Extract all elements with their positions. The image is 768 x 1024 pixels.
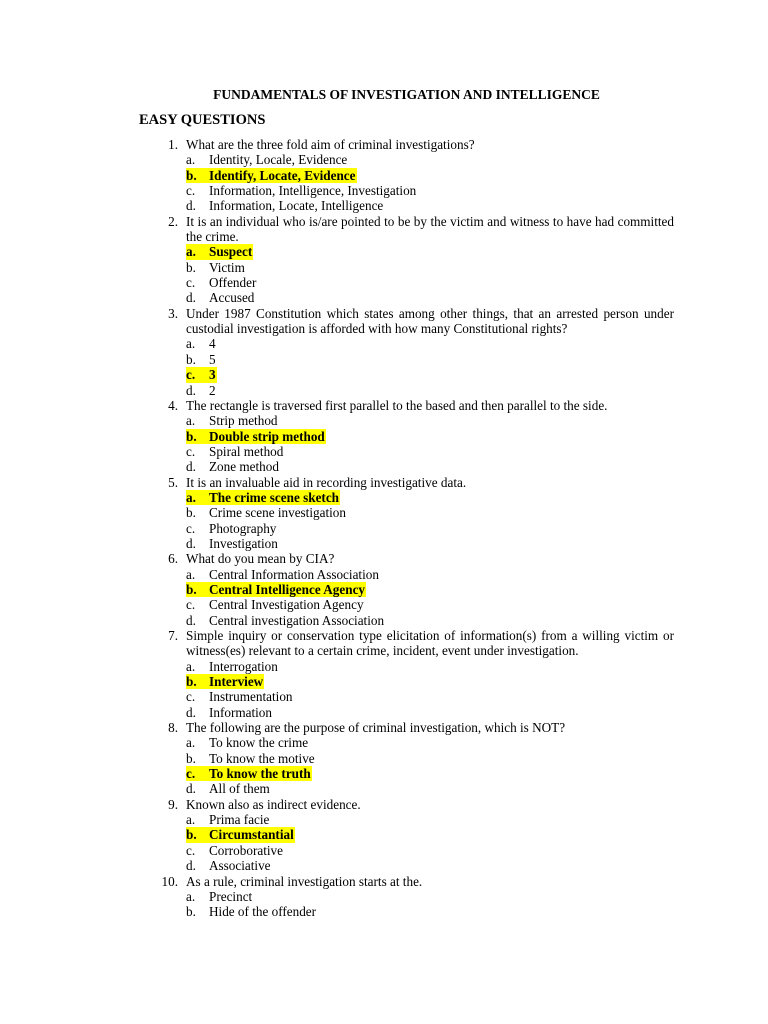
option-letter: a.: [186, 152, 196, 168]
option-letter: a.: [186, 888, 196, 904]
option-item: [186, 689, 674, 704]
answer-highlight: Suspect: [209, 244, 253, 260]
option-text: Instrumentation: [209, 689, 293, 705]
option-letter: a.: [186, 566, 196, 582]
option-letter: a.: [186, 413, 196, 429]
option-item: [186, 567, 674, 582]
option-text: Information, Locate, Intelligence: [209, 198, 384, 214]
option-item: [186, 735, 674, 750]
option-text: Central Information Association: [209, 566, 379, 582]
answer-option: [186, 490, 674, 505]
question-text: The following are the purpose of criminal investigation, which is NOT?: [186, 720, 566, 736]
option-text: Crime scene investigation: [209, 505, 346, 521]
option-text: Investigation: [209, 535, 278, 551]
document-title: FUNDAMENTALS OF INVESTIGATION AND INTELLIGENCE: [213, 87, 600, 102]
option-text: Hide of the offender: [209, 904, 317, 920]
option-letter: c.: [186, 275, 196, 291]
option-letter: c.: [186, 842, 196, 858]
option-text: To know the crime: [209, 735, 309, 751]
option-item: [186, 183, 674, 198]
option-text: 2: [209, 382, 216, 398]
question-text: Simple inquiry or conservation type elicitation of information(s) from a willing victim or witness(es) relevant to a certain crime, incident, event under investigation.: [186, 628, 674, 659]
option-text: Identity, Locale, Evidence: [209, 152, 348, 168]
answer-option: [186, 168, 674, 183]
question-text: It is an individual who is/are pointed to be by the victim and witness to have had committed the crime.: [186, 213, 674, 245]
option-item: [186, 383, 674, 398]
option-letter: a.: [186, 336, 196, 352]
option-letter: b.: [186, 674, 209, 689]
option-item: [186, 536, 674, 551]
question-item: [139, 306, 674, 398]
option-text: Prima facie: [209, 812, 270, 828]
option-item: [186, 751, 674, 766]
option-letter: a.: [186, 735, 196, 751]
answer-option: [186, 582, 674, 597]
option-text: Central Investigation Agency: [209, 597, 364, 613]
question-list: [139, 137, 674, 920]
answer-highlight: Circumstantial: [209, 827, 294, 843]
option-letter: c.: [186, 766, 209, 781]
question-number: 8.: [168, 720, 178, 736]
option-text: All of them: [209, 781, 270, 797]
option-item: [186, 521, 674, 536]
question-text: Under 1987 Constitution which states among other things, that an arrested person under custodial investigation is afforded with how many Constitutional rights?: [186, 305, 674, 337]
question-number: 3.: [168, 305, 178, 321]
answer-highlight: 3: [209, 367, 216, 383]
option-item: [186, 843, 674, 858]
option-list: [186, 735, 674, 796]
option-item: [186, 613, 674, 628]
option-list: [186, 336, 674, 397]
option-letter: b.: [186, 168, 209, 183]
question-item: [139, 720, 674, 797]
answer-option: [186, 674, 674, 689]
option-letter: b.: [186, 582, 209, 597]
option-letter: b.: [186, 351, 196, 367]
question-number: 9.: [168, 796, 178, 812]
option-letter: c.: [186, 597, 196, 613]
answer-highlight: Central Intelligence Agency: [209, 581, 366, 597]
question-item: [139, 551, 674, 628]
option-item: [186, 290, 674, 305]
option-list: [186, 659, 674, 720]
option-item: [186, 275, 674, 290]
question-item: [139, 137, 674, 214]
option-letter: b.: [186, 259, 196, 275]
option-letter: c.: [186, 443, 196, 459]
option-item: [186, 659, 674, 674]
option-letter: b.: [186, 904, 196, 920]
option-letter: b.: [186, 505, 196, 521]
question-text: What do you mean by CIA?: [186, 551, 335, 567]
option-letter: c.: [186, 520, 196, 536]
option-item: [186, 858, 674, 873]
option-text: 4: [209, 336, 216, 352]
answer-highlight: The crime scene sketch: [209, 489, 340, 505]
answer-option: [186, 827, 674, 842]
option-item: [186, 889, 674, 904]
option-item: [186, 352, 674, 367]
option-text: Zone method: [209, 459, 279, 475]
option-text: Associative: [209, 858, 271, 874]
answer-highlight: Interview: [209, 674, 264, 690]
question-text: It is an invaluable aid in recording investigative data.: [186, 474, 467, 490]
question-number: 5.: [168, 474, 178, 490]
option-text: To know the motive: [209, 750, 315, 766]
option-item: [186, 260, 674, 275]
question-text: What are the three fold aim of criminal investigations?: [186, 137, 475, 152]
option-text: Central investigation Association: [209, 612, 385, 628]
question-item: [139, 398, 674, 475]
option-text: Victim: [209, 259, 245, 275]
option-letter: a.: [186, 244, 209, 259]
answer-option: [186, 429, 674, 444]
question-text: The rectangle is traversed first parallel to the based and then parallel to the side.: [186, 397, 608, 413]
option-text: Precinct: [209, 888, 253, 904]
option-item: [186, 904, 674, 919]
option-item: [186, 336, 674, 351]
option-letter: d.: [186, 704, 196, 720]
option-text: Strip method: [209, 413, 278, 429]
option-text: Corroborative: [209, 842, 283, 858]
option-letter: d.: [186, 612, 196, 628]
option-item: [186, 812, 674, 827]
option-letter: c.: [186, 183, 196, 199]
question-number: 6.: [168, 551, 178, 567]
option-letter: a.: [186, 658, 196, 674]
option-item: [186, 459, 674, 474]
question-item: [139, 797, 674, 874]
question-number: 1.: [168, 137, 178, 152]
question-text: As a rule, criminal investigation starts at the.: [186, 873, 423, 889]
question-text: Known also as indirect evidence.: [186, 796, 361, 812]
answer-highlight: Identify, Locate, Evidence: [209, 167, 356, 183]
answer-option: [186, 244, 674, 259]
option-text: Information: [209, 704, 272, 720]
option-item: [186, 413, 674, 428]
option-letter: c.: [186, 689, 196, 705]
option-text: Photography: [209, 520, 277, 536]
option-letter: d.: [186, 459, 196, 475]
option-item: [186, 152, 674, 167]
section-heading: EASY QUESTIONS: [139, 112, 266, 128]
option-letter: d.: [186, 198, 196, 214]
question-item: [139, 874, 674, 920]
option-text: Accused: [209, 290, 255, 306]
option-text: Offender: [209, 275, 257, 291]
option-item: [186, 198, 674, 213]
question-number: 7.: [168, 628, 178, 643]
option-item: [186, 444, 674, 459]
option-list: [186, 889, 674, 920]
option-text: Spiral method: [209, 443, 284, 459]
option-letter: b.: [186, 827, 209, 842]
option-list: [186, 152, 674, 213]
option-list: [186, 490, 674, 551]
option-letter: d.: [186, 781, 196, 797]
option-letter: b.: [186, 750, 196, 766]
question-item: [139, 214, 674, 306]
option-list: [186, 413, 674, 474]
option-item: [186, 705, 674, 720]
option-list: [186, 567, 674, 628]
option-letter: d.: [186, 290, 196, 306]
question-item: [139, 475, 674, 552]
option-letter: c.: [186, 367, 209, 382]
option-letter: b.: [186, 429, 209, 444]
question-number: 2.: [168, 213, 178, 229]
option-item: [186, 597, 674, 612]
option-letter: d.: [186, 535, 196, 551]
option-text: Information, Intelligence, Investigation: [209, 183, 417, 199]
option-item: [186, 781, 674, 796]
option-letter: a.: [186, 812, 196, 828]
question-number: 10.: [161, 873, 178, 889]
answer-highlight: Double strip method: [209, 428, 325, 444]
option-item: [186, 505, 674, 520]
answer-option: [186, 367, 674, 382]
option-letter: d.: [186, 382, 196, 398]
option-letter: a.: [186, 490, 209, 505]
option-letter: d.: [186, 858, 196, 874]
option-text: 5: [209, 351, 216, 367]
question-item: [139, 628, 674, 720]
question-number: 4.: [168, 397, 178, 413]
option-list: [186, 244, 674, 305]
option-list: [186, 812, 674, 873]
option-text: Interrogation: [209, 658, 278, 674]
answer-highlight: To know the truth: [209, 766, 311, 782]
answer-option: [186, 766, 674, 781]
